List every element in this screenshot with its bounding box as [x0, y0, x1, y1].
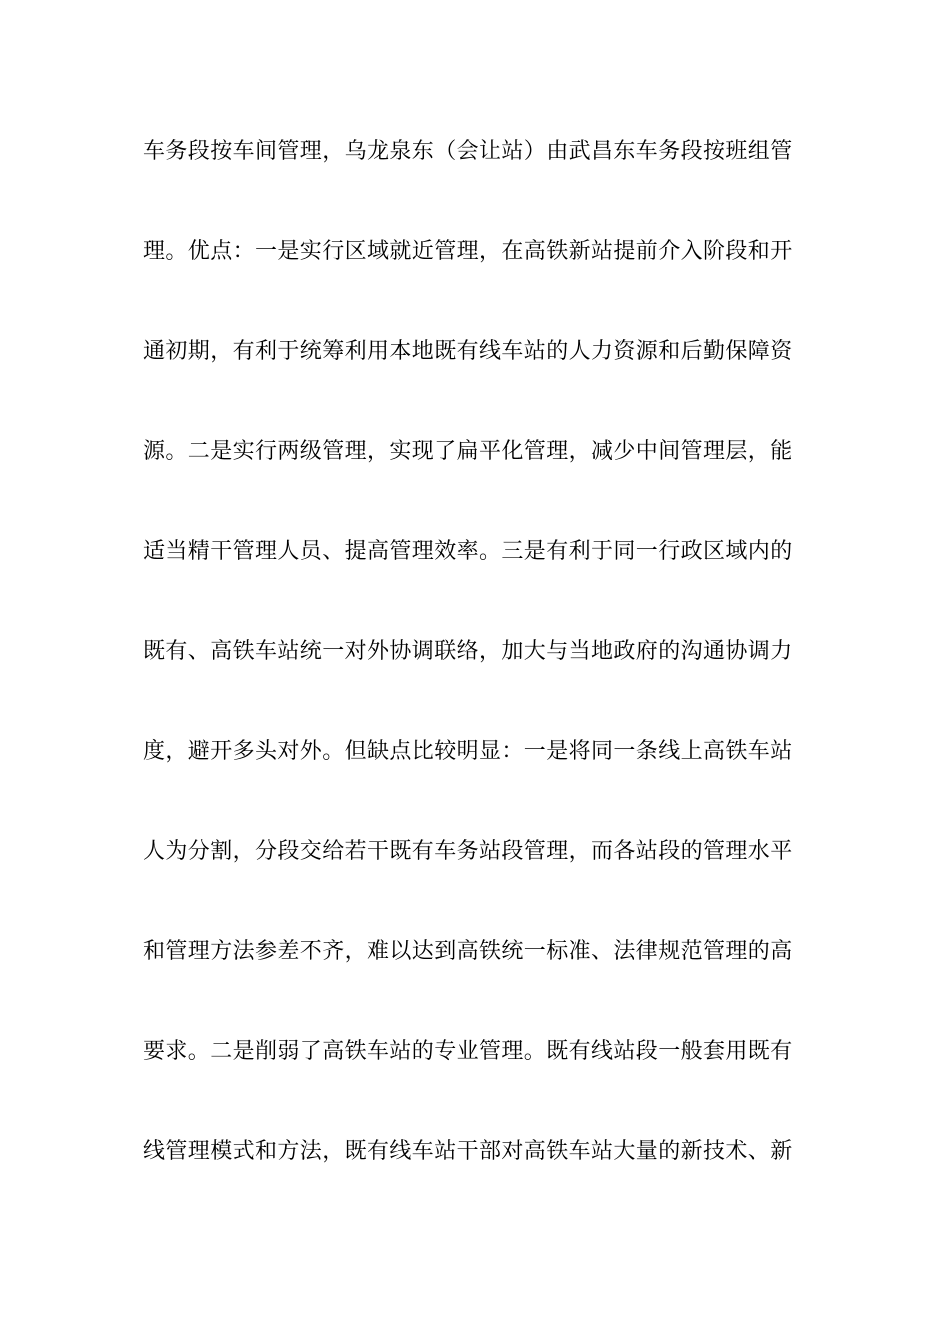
text-line: 度，避开多头对外。但缺点比较明显：一是将同一条线上高铁车站	[143, 739, 793, 764]
text-line: 适当精干管理人员、提高管理效率。三是有利于同一行政区域内的	[143, 539, 793, 564]
text-line: 人为分割，分段交给若干既有车务站段管理，而各站段的管理水平	[143, 839, 793, 864]
text-line: 要求。二是削弱了高铁车站的专业管理。既有线站段一般套用既有	[143, 1039, 793, 1064]
text-line: 既有、高铁车站统一对外协调联络，加大与当地政府的沟通协调力	[143, 639, 793, 664]
text-line: 线管理模式和方法，既有线车站干部对高铁车站大量的新技术、新	[143, 1139, 793, 1164]
text-line: 源。二是实行两级管理，实现了扁平化管理，减少中间管理层，能	[143, 439, 793, 464]
text-line: 车务段按车间管理，乌龙泉东（会让站）由武昌东车务段按班组管	[143, 139, 793, 164]
text-line: 通初期，有利于统筹利用本地既有线车站的人力资源和后勤保障资	[143, 339, 793, 364]
body-paragraph	[143, 126, 807, 1226]
text-line: 理。优点：一是实行区域就近管理，在高铁新站提前介入阶段和开	[143, 239, 793, 264]
text-line: 和管理方法参差不齐，难以达到高铁统一标准、法律规范管理的高	[143, 939, 793, 964]
